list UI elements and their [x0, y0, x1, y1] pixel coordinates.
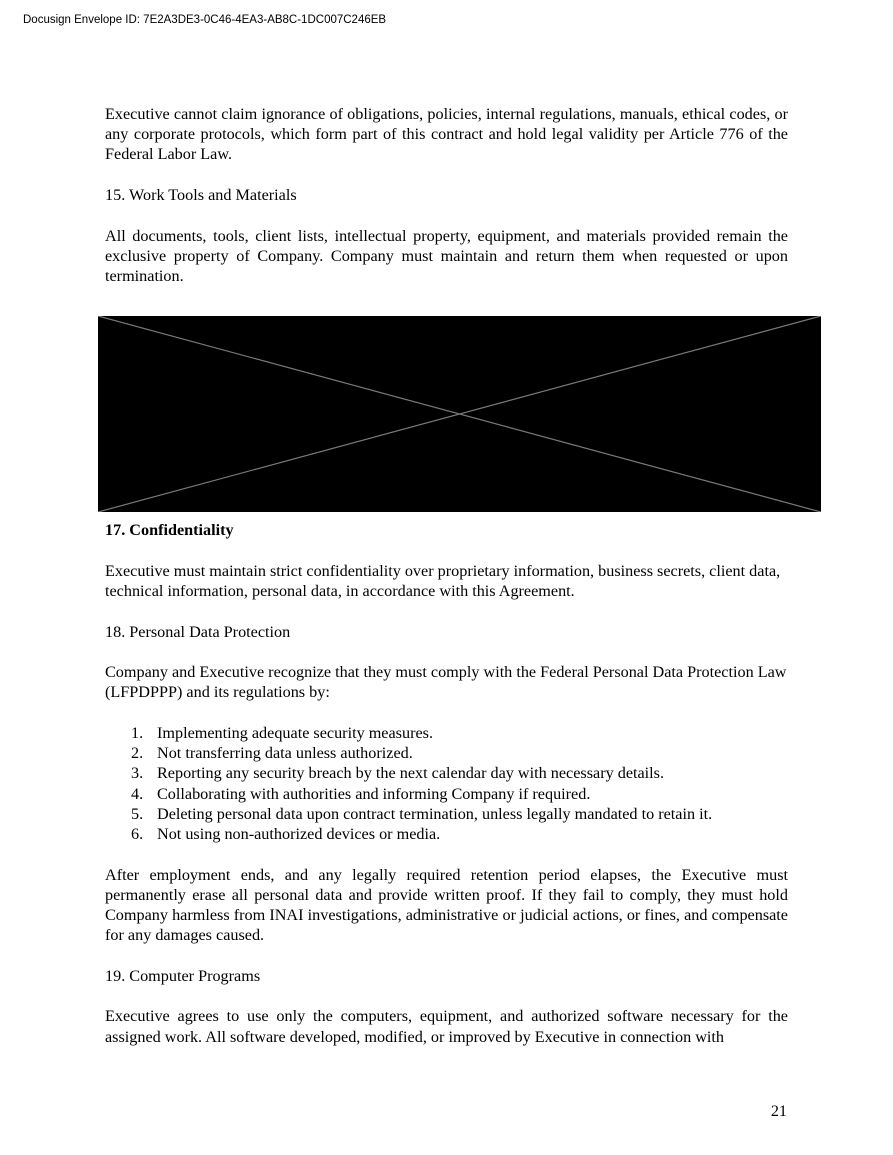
- list-item: [105, 824, 788, 844]
- list-text: Collaborating with authorities and informing Company if required.: [157, 784, 591, 803]
- list-text: Deleting personal data upon contract termination, unless legally mandated to retain it.: [157, 804, 713, 823]
- paragraph-work-tools: All documents, tools, client lists, intellectual property, equipment, and materials provided remain the exclusive property of Company. Company must maintain and return them when requested or upon termination.: [105, 226, 788, 285]
- list-text: Implementing adequate security measures.: [157, 723, 433, 742]
- list-number: 6.: [131, 825, 144, 843]
- list-number: 1.: [131, 723, 144, 742]
- list-number: 2.: [131, 744, 144, 763]
- paragraph-data-erasure: After employment ends, and any legally required retention period elapses, the Executive must permanently erase all personal data and provide written proof. If they fail to comply, they must hold Company harmless from INAI investigations, administrative or judicial actions, or fines, and compensate for any damages caused.: [105, 865, 788, 945]
- data-protection-list: [105, 723, 788, 844]
- list-item: [105, 763, 788, 783]
- list-number: 4.: [131, 784, 144, 803]
- page-number: 21: [770, 1102, 787, 1120]
- paragraph-computer-programs: Executive agrees to use only the computers, equipment, and authorized software necessary for the assigned work. All software developed, modified, or improved by Executive in connection with: [105, 1007, 788, 1046]
- list-text: Not transferring data unless authorized.: [157, 744, 413, 763]
- list-text: Not using non-authorized devices or media.: [157, 825, 441, 843]
- paragraph-confidentiality: Executive must maintain strict confidentiality over proprietary information, business secrets, client data, technical information, personal data, in accordance with this Agreement.: [105, 561, 781, 600]
- list-number: 5.: [131, 804, 144, 823]
- list-item: [105, 784, 788, 804]
- document-body: [105, 104, 788, 1047]
- section-heading-work-tools: 15. Work Tools and Materials: [105, 186, 297, 204]
- list-item: [105, 723, 788, 743]
- paragraph-ignorance-clause: Executive cannot claim ignorance of obligations, policies, internal regulations, manuals, ethical codes, or any corporate protocols, which form part of this contract and hold legal validity per Article 776 of the Federal Labor Law.: [105, 105, 788, 164]
- section-heading-confidentiality: 17. Confidentiality: [105, 521, 234, 540]
- list-item: [105, 804, 788, 824]
- paragraph-data-protection: Company and Executive recognize that they must comply with the Federal Personal Data Protection Law (LFPDPPP) and its regulations by:: [105, 663, 787, 702]
- envelope-id: Docusign Envelope ID: 7E2A3DE3-0C46-4EA3-AB8C-1DC007C246EB: [23, 14, 387, 26]
- section-heading-data-protection: 18. Personal Data Protection: [105, 622, 291, 641]
- list-number: 3.: [131, 764, 144, 783]
- list-text: Reporting any security breach by the next calendar day with necessary details.: [157, 764, 665, 783]
- list-item: [105, 743, 788, 763]
- section-heading-computer-programs: 19. Computer Programs: [105, 966, 261, 985]
